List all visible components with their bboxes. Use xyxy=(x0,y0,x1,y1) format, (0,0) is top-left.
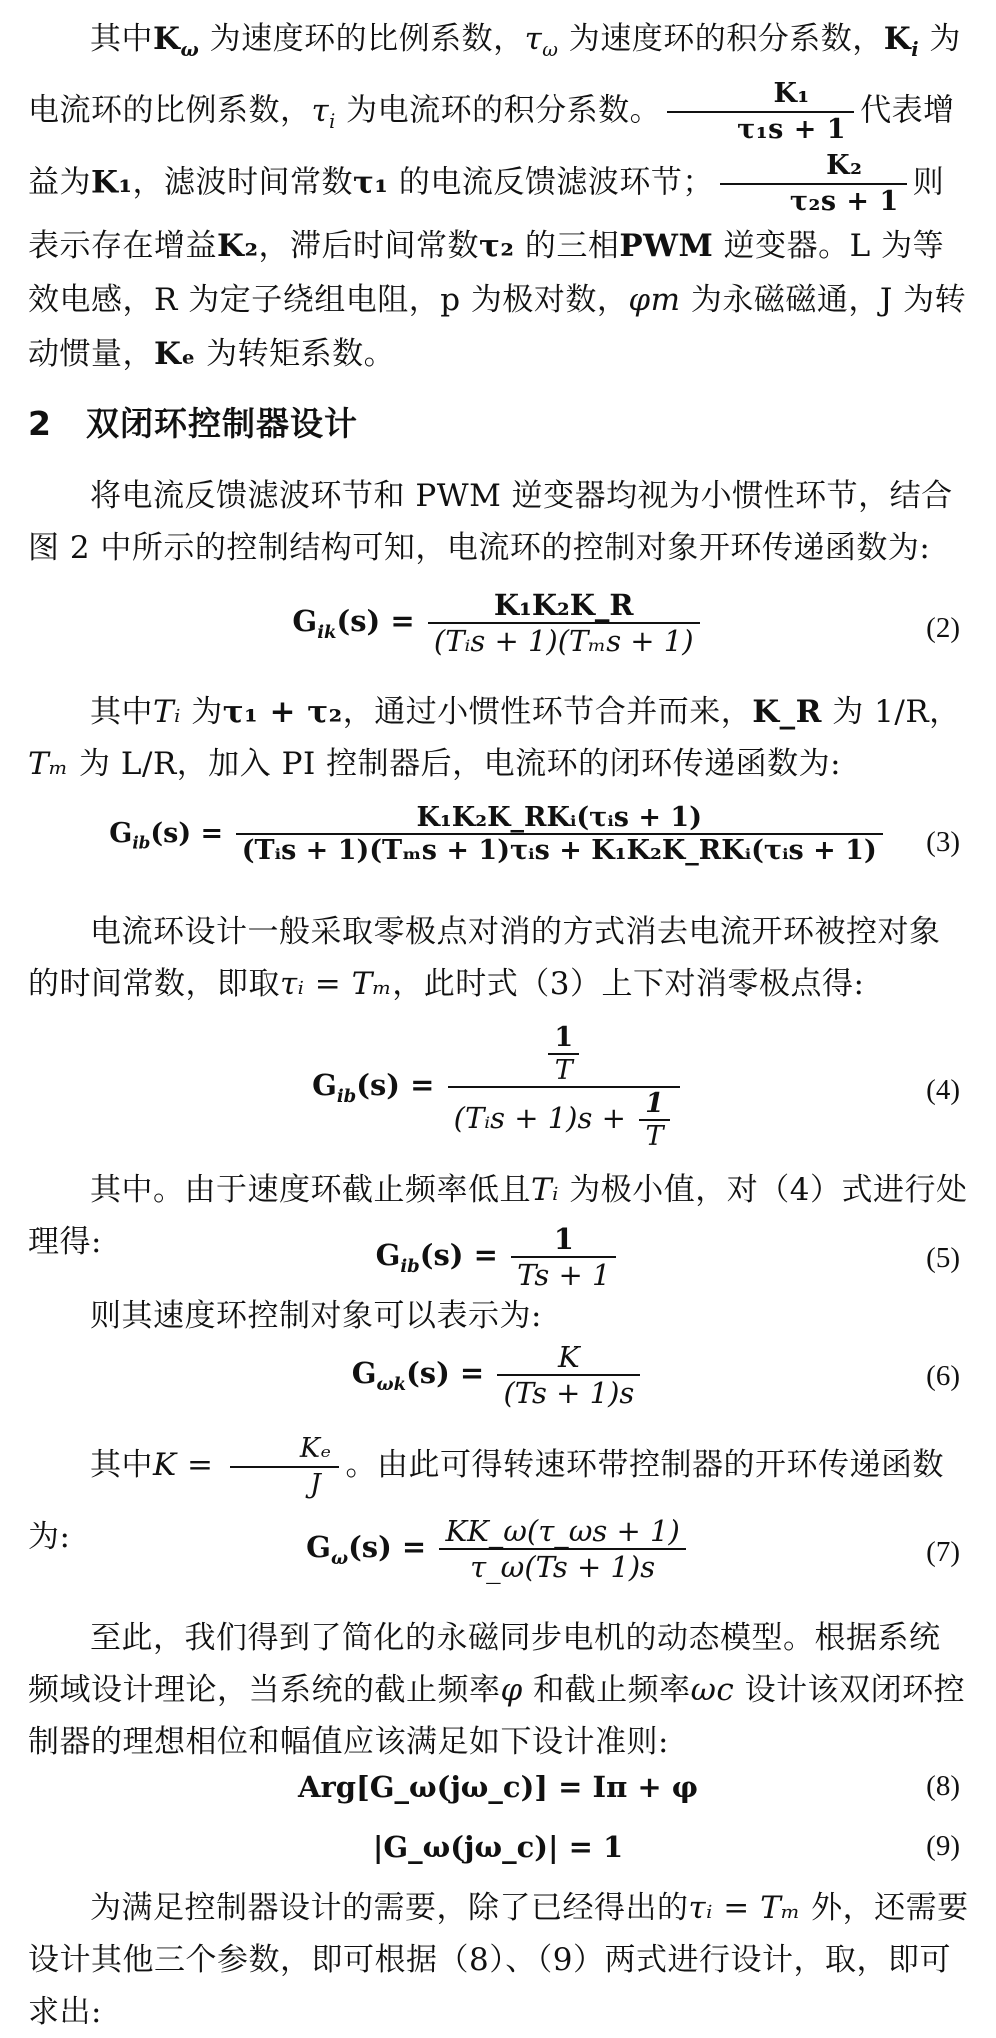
symbol-tau-sum: τ₁ + τ₂ xyxy=(222,694,343,730)
condition-tau-equals-tm: τᵢ = Tₘ xyxy=(688,1890,801,1926)
equation-number: (8) xyxy=(926,1770,960,1802)
symbol-k-omega: $K_\omega$ xyxy=(153,21,200,62)
symbol-tau1: τ₁ xyxy=(353,164,389,201)
eq-fraction: $\frac{1}{Ts + 1}$ xyxy=(511,1222,616,1292)
text: 则表示存在增益 xyxy=(28,164,945,264)
paragraph-parameters: 为满足控制器设计的需要，除了已经得出的τᵢ = Tₘ 外，还需要设计其他三个参数，即可根据（8）、（9）两式进行设计，取，即可求出: xyxy=(28,1890,969,2030)
symbol-omega-c: ωc xyxy=(690,1672,735,1708)
equation-number: (9) xyxy=(926,1830,960,1862)
eq-inner-fraction: $\frac{1}{T}$ xyxy=(639,1088,670,1152)
section-number: 2 xyxy=(28,404,52,443)
symbol-tau-i: $\tau_i$ xyxy=(311,92,336,133)
text: 为速度环的积分系数， xyxy=(558,21,884,57)
section-heading xyxy=(28,398,358,445)
eq-fraction: $\frac{1}{T}$ (Tᵢs + 1)s + $\frac{1}{T}$ xyxy=(448,1022,680,1152)
paragraph-design-criteria: 至此，我们得到了简化的永磁同步电机的动态模型。根据系统频域设计理论，当系统的截止频率φ 和截止频率ωc 设计该双闭环控制器的理想相位和幅值应该满足如下设计准则: xyxy=(28,1620,966,1760)
equation-number: (7) xyxy=(926,1536,960,1568)
eq-fraction: $\frac{K}{(Ts + 1)s}$ xyxy=(497,1340,640,1410)
eq-lhs: $G_\omega(s)$ = xyxy=(306,1530,427,1569)
symbol-phi-m: φm xyxy=(628,281,681,318)
equation-number: (6) xyxy=(926,1360,960,1392)
text: 其中 xyxy=(90,21,153,57)
paragraph-closed-loop: 其中Tᵢ 为τ₁ + τ₂，通过小惯性环节合并而来，K_R 为 1/R，Tₘ 为 L/R，加入 PI 控制器后，电流环的闭环传递函数为: xyxy=(28,694,961,782)
text: 的三相 xyxy=(514,227,620,264)
eq-lhs: $G_{ib}(s)$ = xyxy=(375,1238,498,1277)
symbol-k-e: Kₑ xyxy=(154,335,196,372)
text: 逆变器。L 为等效电感，R 为定子绕组电阻，p 为极对数， xyxy=(28,227,945,318)
eq-magnitude-condition: |G_ω(jω_c)| = 1 xyxy=(372,1830,624,1864)
equation-number: (4) xyxy=(926,1074,960,1106)
eq-lhs: $G_{ik}(s)$ = xyxy=(292,604,415,643)
eq-inner-fraction: $\frac{1}{T}$ xyxy=(548,1022,579,1086)
equation-2 xyxy=(0,588,996,674)
paragraph-approximation: 其中。由于速度环截止频率低且Tᵢ 为极小值，对（4）式进行处理得: xyxy=(28,1172,968,1260)
symbol-tau2: τ₂ xyxy=(479,227,515,264)
equation-4 xyxy=(0,1022,996,1162)
eq-fraction: $\frac{\text{K₁K₂K\_RKᵢ(τᵢs + 1)}}{\text{(Tᵢs + 1)(Tₘs + 1)τᵢs + K₁K₂K\_RKᵢ(τᵢs + 1)}}$ xyxy=(236,802,883,866)
equation-3 xyxy=(0,802,996,892)
equation-number: (5) xyxy=(926,1242,960,1274)
paragraph-pole-zero: 电流环设计一般采取零极点对消的方式消去电流开环被控对象的时间常数，即取τᵢ = Tₘ，此时式（3）上下对消零极点得: xyxy=(28,914,941,1002)
symbol-kr: K_R xyxy=(752,694,822,730)
pwm-label: PWM xyxy=(619,227,714,264)
equation-9 xyxy=(0,1830,996,1874)
text: 为转矩系数。 xyxy=(195,335,396,372)
equation-number: (2) xyxy=(926,612,960,644)
paragraph-open-loop: 其中K = $\frac{\text{Kₑ}}{J}$ 。由此可得转速环带控制器的开环传递函数为: xyxy=(28,1432,944,1555)
eq-fraction: $\frac{KK\_\omega(\tau\_\omega s + 1)}{\tau\_\omega(Ts + 1)s}$ xyxy=(439,1514,685,1584)
paragraph-variables xyxy=(28,12,970,381)
text: ，滞后时间常数 xyxy=(258,227,480,264)
eq-lhs: $G_{ib}(s)$ = xyxy=(312,1068,435,1107)
equation-7 xyxy=(0,1514,996,1600)
fraction-filter: $\frac{\text{K₁}}{\text{τ₁s + 1}}$ xyxy=(667,77,854,147)
equation-6 xyxy=(0,1340,996,1424)
symbol-k2: K₂ xyxy=(217,227,259,264)
text: ，滤波时间常数 xyxy=(132,164,354,201)
symbol-ti: Tᵢ xyxy=(153,694,181,730)
equation-number: (3) xyxy=(926,826,960,858)
symbol-k: K = xyxy=(153,1447,224,1483)
text: 为永磁磁通，J 为转动惯量， xyxy=(28,281,967,372)
text: 为电流环的积分系数。 xyxy=(335,92,662,129)
text: 代表增益为 xyxy=(28,92,955,201)
symbol-tau-omega: $\tau_\omega$ xyxy=(524,21,559,62)
text: 的电流反馈滤波环节； xyxy=(388,164,714,201)
eq-fraction: $\frac{\text{K₁K₂K\_R}}{\text{(Tᵢs + 1)(Tₘs + 1)}}$ xyxy=(428,588,700,658)
symbol-tm: Tₘ xyxy=(28,746,69,782)
equation-8 xyxy=(0,1770,996,1814)
eq-phase-condition: Arg[G_ω(jω_c)] = Iπ + φ xyxy=(297,1770,699,1804)
symbol-k1: K₁ xyxy=(91,164,133,201)
text: 为速度环的比例系数， xyxy=(199,21,525,57)
eq-lhs: $G_{ib}(s)$ = xyxy=(109,817,224,852)
symbol-phi: φ xyxy=(500,1672,523,1708)
fraction-ke-over-j: $\frac{\text{Kₑ}}{J}$ xyxy=(230,1432,340,1502)
paragraph-speed-loop-object: 则其速度环控制对象可以表示为: xyxy=(90,1298,542,1334)
symbol-k-i: $K_i$ xyxy=(883,21,920,62)
paragraph-current-loop-intro: 将电流反馈滤波环节和 PWM 逆变器均视为小惯性环节，结合图 2 中所示的控制结构可知，电流环的控制对象开环传递函数为: xyxy=(28,478,953,566)
symbol-ti: Tᵢ xyxy=(531,1172,559,1208)
condition-tau-equals-tm: τᵢ = Tₘ xyxy=(280,966,393,1002)
fraction-inverter: $\frac{\text{K₂}}{\text{τ₂s + 1}}$ xyxy=(720,149,907,219)
section-title: 双闭环控制器设计 xyxy=(85,404,358,443)
eq-lhs: $G_{\omega k}(s)$ = xyxy=(351,1356,485,1395)
text: 为电流环的比例系数， xyxy=(28,21,961,129)
